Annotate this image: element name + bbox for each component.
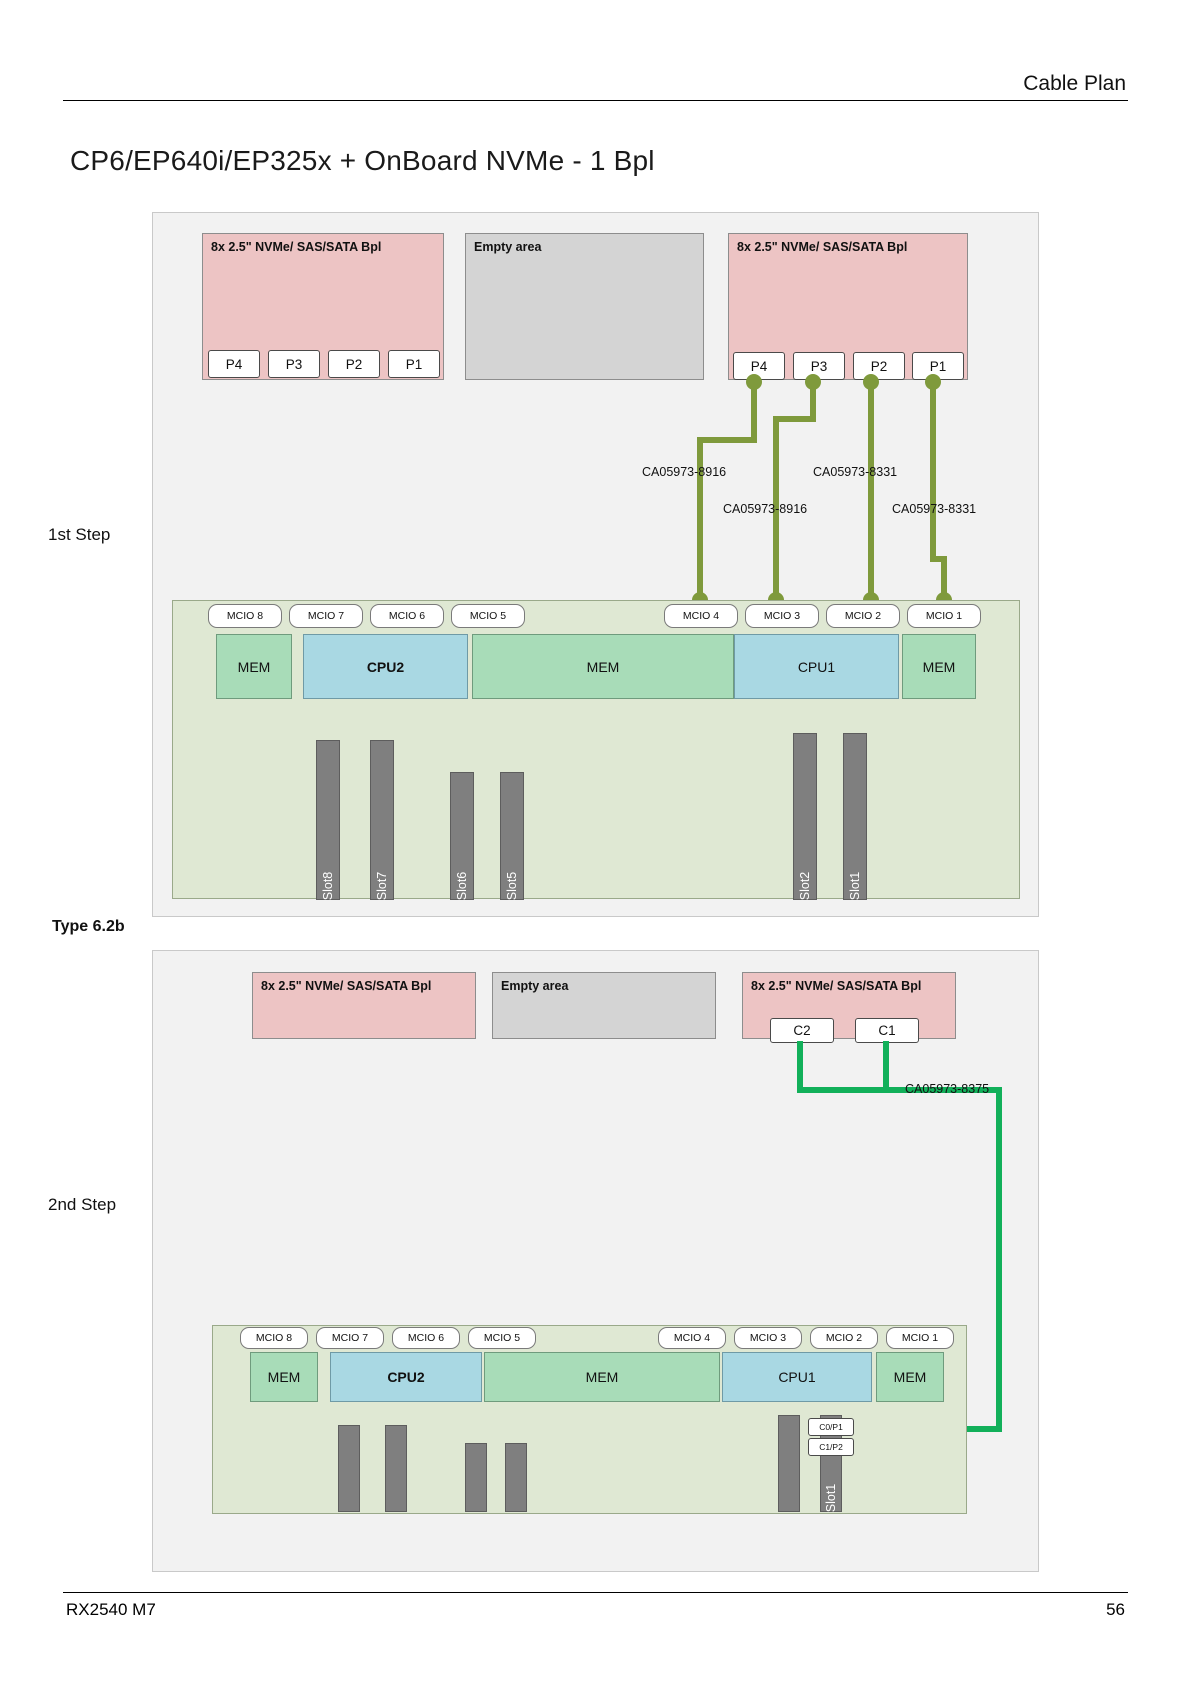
step1-mcio-4[interactable]: MCIO 4 xyxy=(664,604,738,628)
step2-mcio-1[interactable]: MCIO 1 xyxy=(886,1327,954,1349)
cable-label-8916-a: CA05973-8916 xyxy=(642,465,727,479)
header-divider xyxy=(63,100,1128,101)
step1-mcio-2[interactable]: MCIO 2 xyxy=(826,604,900,628)
cable-8916-a-seg2 xyxy=(697,437,757,443)
step1-slot7[interactable] xyxy=(370,740,394,900)
step1-slot6-label: Slot6 xyxy=(455,871,469,901)
cable-8331-b-seg2 xyxy=(930,556,947,562)
step2-connector-c1p2[interactable]: C1/P2 xyxy=(808,1438,854,1456)
step2-empty-area-title: Empty area xyxy=(501,979,569,993)
step2-mcio-8[interactable]: MCIO 8 xyxy=(240,1327,308,1349)
step2-mem-mid: MEM xyxy=(484,1352,720,1402)
step2-bpl-right-port-c2[interactable]: C2 xyxy=(770,1018,834,1043)
step2-cpu2: CPU2 xyxy=(330,1352,482,1402)
step2-mcio-7[interactable]: MCIO 7 xyxy=(316,1327,384,1349)
cable-dot-p4 xyxy=(746,374,762,390)
step1-slot2[interactable] xyxy=(793,733,817,900)
step1-mcio-8[interactable]: MCIO 8 xyxy=(208,604,282,628)
step1-mem-right: MEM xyxy=(902,634,976,699)
cable-label-8331-a: CA05973-8331 xyxy=(813,465,898,479)
footer-left: RX2540 M7 xyxy=(66,1600,156,1619)
step1-bpl-right-port-p4[interactable]: P4 xyxy=(733,352,785,380)
cable-8331-b-seg1 xyxy=(930,378,936,562)
label-1st-step: 1st Step xyxy=(48,525,111,544)
step2-mcio-3[interactable]: MCIO 3 xyxy=(734,1327,802,1349)
step1-mcio-5[interactable]: MCIO 5 xyxy=(451,604,525,628)
step2-backplane-right-title: 8x 2.5" NVMe/ SAS/SATA Bpl xyxy=(751,979,922,993)
step2-slot7[interactable] xyxy=(385,1425,407,1512)
step1-empty-area xyxy=(465,233,704,380)
step1-mcio-7[interactable]: MCIO 7 xyxy=(289,604,363,628)
cable-8375-seg3 xyxy=(883,1041,889,1091)
page-title: CP6/EP640i/EP325x + OnBoard NVMe - 1 Bpl xyxy=(70,145,655,176)
step1-mcio-1[interactable]: MCIO 1 xyxy=(907,604,981,628)
step2-slot8[interactable] xyxy=(338,1425,360,1512)
step1-slot8[interactable] xyxy=(316,740,340,900)
step1-bpl-right-port-p2[interactable]: P2 xyxy=(853,352,905,380)
step2-backplane-left-title: 8x 2.5" NVMe/ SAS/SATA Bpl xyxy=(261,979,432,993)
cable-8916-a-seg3 xyxy=(697,437,703,602)
step2-bpl-right-port-c1[interactable]: C1 xyxy=(855,1018,919,1043)
step1-bpl-left-port-p2[interactable]: P2 xyxy=(328,350,380,378)
page-header-title: Cable Plan xyxy=(1023,72,1126,95)
step1-slot7-label: Slot7 xyxy=(375,871,389,901)
cable-dot-p2 xyxy=(863,374,879,390)
cable-8331-a xyxy=(868,378,874,602)
cable-8916-a-seg2b xyxy=(751,398,757,442)
label-2nd-step: 2nd Step xyxy=(48,1195,117,1214)
step1-empty-area-title: Empty area xyxy=(474,240,542,254)
cable-8375-seg1 xyxy=(797,1041,803,1087)
step1-slot6[interactable] xyxy=(450,772,474,900)
step1-cpu1: CPU1 xyxy=(734,634,899,699)
step1-bpl-right-port-p1[interactable]: P1 xyxy=(912,352,964,380)
step2-slot1-label: Slot1 xyxy=(824,1483,838,1513)
step1-bpl-right-port-p3[interactable]: P3 xyxy=(793,352,845,380)
step1-bpl-left-port-p3[interactable]: P3 xyxy=(268,350,320,378)
cable-dot-p3 xyxy=(805,374,821,390)
label-type: Type 6.2b xyxy=(52,918,125,935)
step2-mcio-4[interactable]: MCIO 4 xyxy=(658,1327,726,1349)
step1-cpu2: CPU2 xyxy=(303,634,468,699)
step2-backplane-left xyxy=(252,972,476,1039)
step2-empty-area xyxy=(492,972,716,1039)
step1-mcio-3[interactable]: MCIO 3 xyxy=(745,604,819,628)
cable-8916-b-seg2 xyxy=(773,416,816,422)
step1-slot5-label: Slot5 xyxy=(505,871,519,901)
step1-bpl-left-port-p1[interactable]: P1 xyxy=(388,350,440,378)
cable-label-8375: CA05973-8375 xyxy=(905,1082,990,1096)
step2-mem-right: MEM xyxy=(876,1352,944,1402)
step1-slot5[interactable] xyxy=(500,772,524,900)
step2-slot2[interactable] xyxy=(778,1415,800,1512)
cable-label-8331-b: CA05973-8331 xyxy=(892,502,977,516)
step2-cpu1: CPU1 xyxy=(722,1352,872,1402)
step2-slot6[interactable] xyxy=(465,1443,487,1512)
cable-8375-seg4 xyxy=(996,1087,1002,1432)
step2-mcio-2[interactable]: MCIO 2 xyxy=(810,1327,878,1349)
step2-mcio-5[interactable]: MCIO 5 xyxy=(468,1327,536,1349)
step2-slot5[interactable] xyxy=(505,1443,527,1512)
cable-dot-p1 xyxy=(925,374,941,390)
step1-backplane-right-title: 8x 2.5" NVMe/ SAS/SATA Bpl xyxy=(737,240,908,254)
step1-mem-mid: MEM xyxy=(472,634,734,699)
step1-mcio-6[interactable]: MCIO 6 xyxy=(370,604,444,628)
step2-mcio-6[interactable]: MCIO 6 xyxy=(392,1327,460,1349)
step1-slot2-label: Slot2 xyxy=(798,871,812,901)
step1-slot1[interactable] xyxy=(843,733,867,900)
step1-slot8-label: Slot8 xyxy=(321,871,335,901)
cable-label-8916-b: CA05973-8916 xyxy=(723,502,808,516)
step1-bpl-left-port-p4[interactable]: P4 xyxy=(208,350,260,378)
step2-mem-left: MEM xyxy=(250,1352,318,1402)
footer-page-number: 56 xyxy=(1106,1600,1125,1619)
footer-divider xyxy=(63,1592,1128,1593)
step2-connector-c0p1[interactable]: C0/P1 xyxy=(808,1418,854,1436)
step1-mem-left: MEM xyxy=(216,634,292,699)
step1-backplane-left-title: 8x 2.5" NVMe/ SAS/SATA Bpl xyxy=(211,240,382,254)
step1-slot1-label: Slot1 xyxy=(848,871,862,901)
